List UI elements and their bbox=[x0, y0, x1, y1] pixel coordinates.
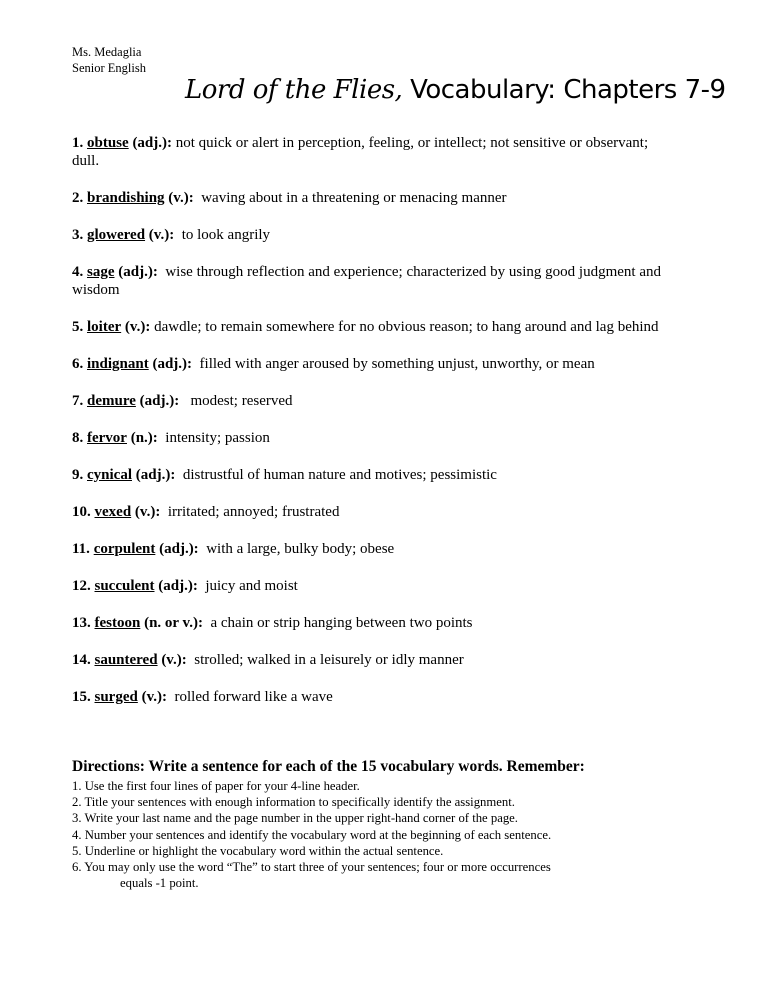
vocab-number: 5. bbox=[72, 319, 84, 335]
vocab-part-of-speech: (n. or v.): bbox=[144, 615, 203, 631]
vocab-number: 14. bbox=[72, 652, 91, 668]
vocab-item bbox=[72, 318, 672, 336]
vocab-item bbox=[72, 688, 672, 706]
direction-rule: 1. Use the first four lines of paper for your 4-line header. bbox=[72, 779, 360, 793]
vocab-item bbox=[72, 577, 672, 595]
directions-rules bbox=[72, 778, 712, 891]
vocab-item bbox=[72, 392, 672, 410]
vocabulary-list bbox=[72, 134, 672, 706]
vocab-item bbox=[72, 429, 672, 447]
vocab-part-of-speech: (v.): bbox=[134, 504, 161, 520]
vocab-item bbox=[72, 466, 672, 484]
vocab-part-of-speech: (v.): bbox=[124, 319, 151, 335]
vocab-number: 3. bbox=[72, 227, 84, 243]
vocab-number: 12. bbox=[72, 578, 91, 594]
vocab-number: 13. bbox=[72, 615, 91, 631]
vocab-definition: intensity; passion bbox=[157, 430, 270, 446]
vocab-part-of-speech: (adj.): bbox=[118, 264, 158, 280]
vocab-definition: juicy and moist bbox=[197, 578, 298, 594]
vocab-definition: wise through reflection and experience; characterized by using good judgment and wisdom bbox=[72, 264, 665, 298]
vocab-word: obtuse bbox=[87, 135, 129, 151]
vocab-number: 6. bbox=[72, 356, 84, 372]
direction-rule: 4. Number your sentences and identify the vocabulary word at the beginning of each sentence. bbox=[72, 827, 552, 842]
vocab-word: indignant bbox=[87, 356, 149, 372]
vocab-item bbox=[72, 503, 672, 521]
vocab-part-of-speech: (v.): bbox=[161, 652, 187, 668]
vocab-definition: filled with anger aroused by something unjust, unworthy, or mean bbox=[192, 356, 595, 372]
vocab-word: fervor bbox=[87, 430, 127, 446]
vocab-definition: rolled forward like a wave bbox=[167, 689, 333, 705]
vocab-word: festoon bbox=[94, 615, 141, 631]
title-book: Lord of the Flies, bbox=[185, 75, 403, 105]
direction-rule: 5. Underline or highlight the vocabulary word within the actual sentence. bbox=[72, 843, 444, 858]
vocab-part-of-speech: (adj.): bbox=[158, 578, 198, 594]
vocab-part-of-speech: (adj.): bbox=[159, 541, 199, 557]
vocab-part-of-speech: (adj.): bbox=[139, 393, 180, 409]
vocab-number: 8. bbox=[72, 430, 84, 446]
vocab-definition: strolled; walked in a leisurely or idly manner bbox=[186, 652, 464, 668]
vocab-word: corpulent bbox=[93, 541, 156, 557]
vocab-word: surged bbox=[94, 689, 138, 705]
teacher-name: Ms. Medaglia bbox=[72, 45, 142, 59]
vocab-item bbox=[72, 134, 672, 170]
vocab-definition: not quick or alert in perception, feeling, or intellect; not sensitive or observant; dull. bbox=[72, 135, 652, 169]
vocab-word: vexed bbox=[94, 504, 132, 520]
vocab-item bbox=[72, 263, 672, 299]
vocab-word: brandishing bbox=[87, 190, 165, 206]
vocab-item bbox=[72, 355, 672, 373]
vocab-item bbox=[72, 651, 672, 669]
vocab-definition: with a large, bulky body; obese bbox=[198, 541, 395, 557]
vocab-definition: dawdle; to remain somewhere for no obvious reason; to hang around and lag behind bbox=[150, 319, 659, 335]
vocab-definition: modest; reserved bbox=[179, 393, 293, 409]
vocab-number: 2. bbox=[72, 190, 84, 206]
vocab-definition: distrustful of human nature and motives; pessimistic bbox=[175, 467, 497, 483]
vocab-word: glowered bbox=[87, 227, 146, 243]
direction-rule: 6. You may only use the word “The” to start three of your sentences; four or more occurrences bbox=[72, 860, 551, 875]
vocab-definition: waving about in a threatening or menacing manner bbox=[193, 190, 507, 206]
vocab-part-of-speech: (n.): bbox=[130, 430, 158, 446]
vocab-item bbox=[72, 614, 672, 632]
vocab-part-of-speech: (v.): bbox=[168, 190, 194, 206]
vocab-number: 10. bbox=[72, 504, 91, 520]
vocab-item bbox=[72, 226, 672, 244]
vocab-word: demure bbox=[87, 393, 136, 409]
vocab-part-of-speech: (adj.): bbox=[152, 356, 193, 372]
vocab-part-of-speech: (adj.): bbox=[132, 135, 173, 151]
vocab-word: succulent bbox=[94, 578, 155, 594]
course-name: Senior English bbox=[72, 61, 146, 75]
direction-rule: 3. Write your last name and the page number in the upper right-hand corner of the page. bbox=[72, 811, 518, 826]
vocab-number: 4. bbox=[72, 264, 84, 280]
vocab-number: 1. bbox=[72, 135, 84, 151]
vocab-item bbox=[72, 189, 672, 207]
vocab-part-of-speech: (adj.): bbox=[135, 467, 176, 483]
vocab-number: 15. bbox=[72, 689, 91, 705]
page-title bbox=[185, 74, 726, 106]
vocab-word: cynical bbox=[87, 467, 132, 483]
directions-heading: Directions: Write a sentence for each of the 15 vocabulary words. Remember: bbox=[72, 758, 585, 775]
vocab-item bbox=[72, 540, 672, 558]
vocab-number: 7. bbox=[72, 393, 84, 409]
vocab-word: sage bbox=[87, 264, 115, 280]
direction-rule: 2. Title your sentences with enough information to specifically identify the assignment. bbox=[72, 795, 515, 810]
vocab-definition: a chain or strip hanging between two points bbox=[202, 615, 473, 631]
direction-rule-continuation: equals -1 point. bbox=[120, 876, 199, 891]
title-rest: Vocabulary: Chapters 7-9 bbox=[402, 75, 726, 105]
vocab-part-of-speech: (v.): bbox=[148, 227, 175, 243]
vocab-definition: to look angrily bbox=[174, 227, 271, 243]
vocab-definition: irritated; annoyed; frustrated bbox=[160, 504, 340, 520]
vocab-number: 11. bbox=[72, 541, 90, 557]
vocab-word: sauntered bbox=[94, 652, 158, 668]
vocab-part-of-speech: (v.): bbox=[141, 689, 168, 705]
vocab-word: loiter bbox=[87, 319, 122, 335]
teacher-header bbox=[72, 44, 146, 76]
directions-section bbox=[72, 757, 712, 891]
vocab-number: 9. bbox=[72, 467, 84, 483]
